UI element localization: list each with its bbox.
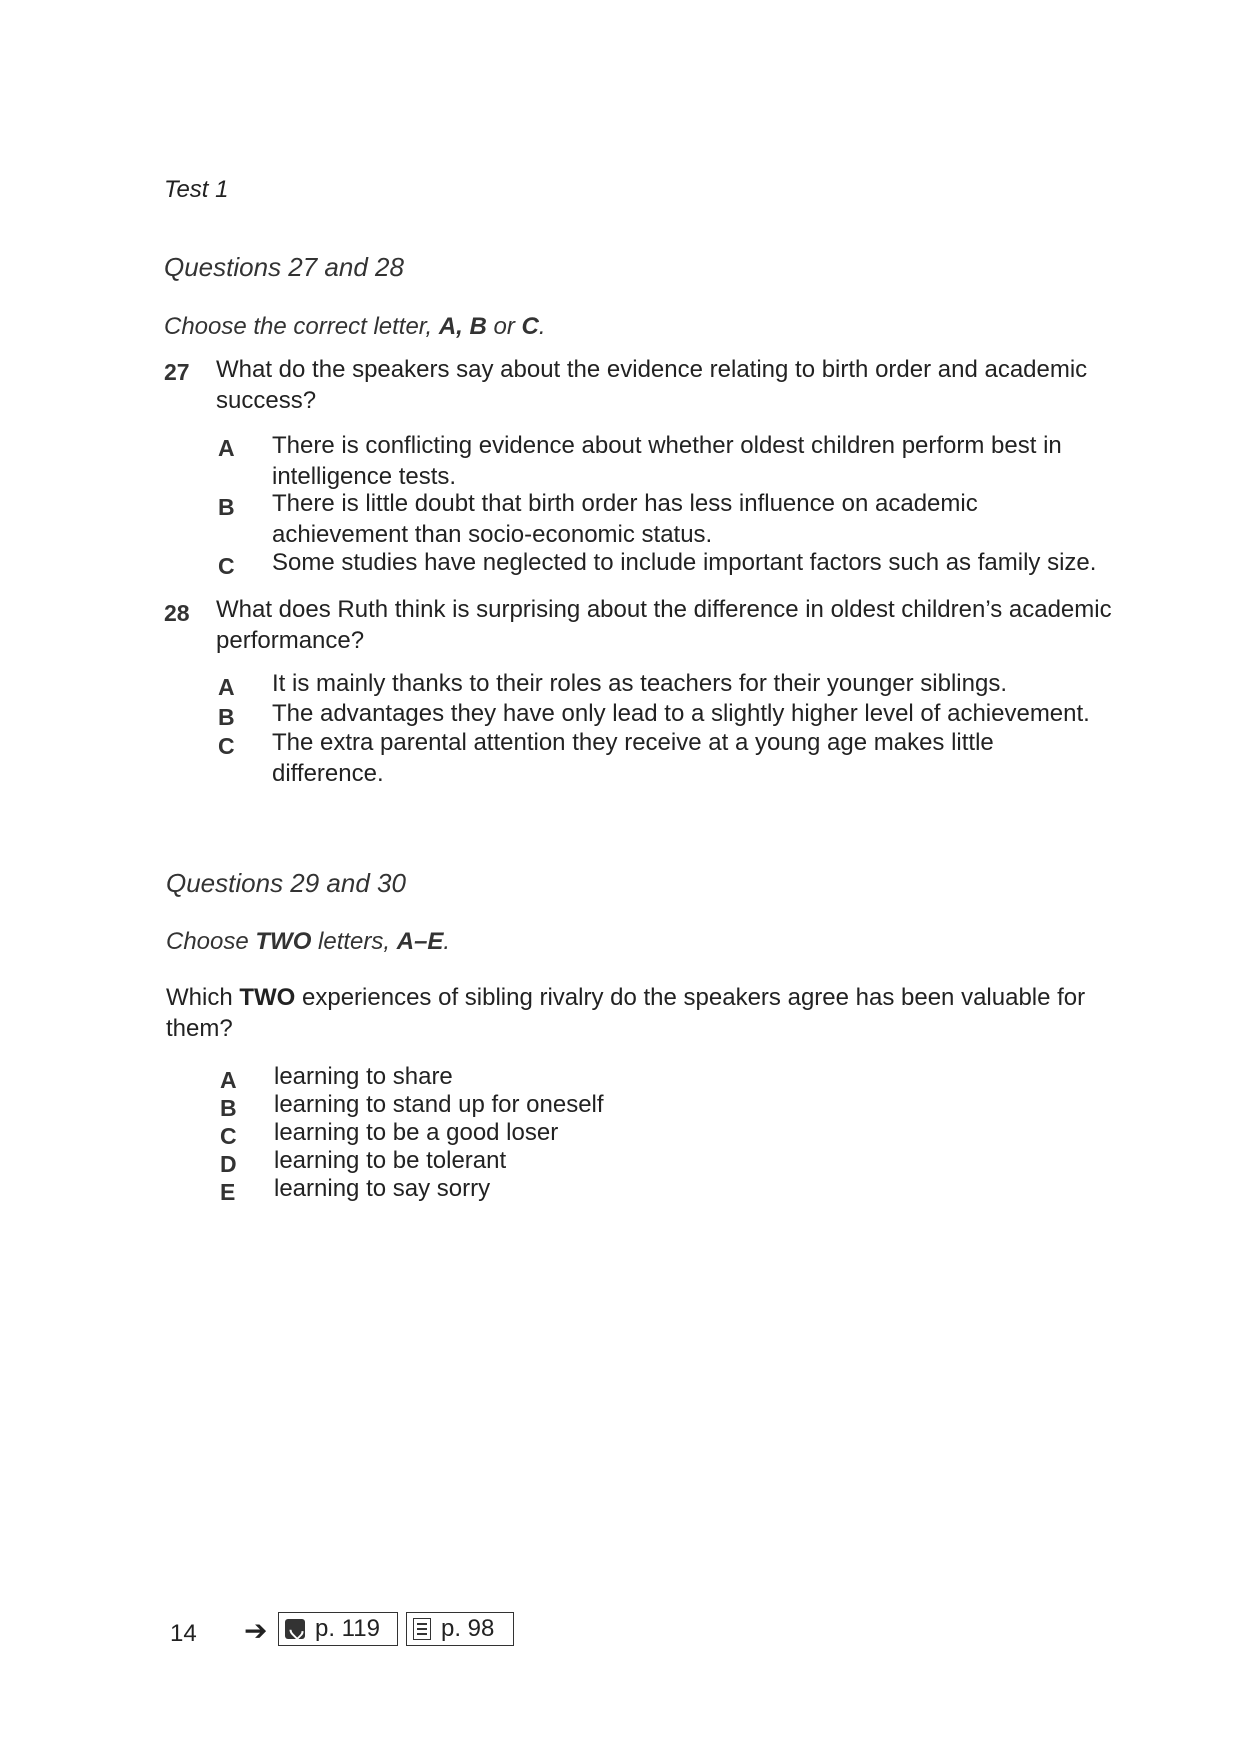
option-text: learning to be tolerant <box>274 1147 507 1174</box>
option-letter: A <box>220 1067 237 1093</box>
instruction-text: Choose <box>166 928 256 955</box>
option-letter: D <box>220 1151 237 1177</box>
option-letter: C <box>218 733 235 759</box>
option-text: Some studies have neglected to include important factors such as family size. <box>272 549 1097 576</box>
instruction-text: or <box>486 313 522 340</box>
option-text: The extra parental attention they receive at a young age makes little difference. <box>272 729 994 787</box>
instruction-text: . <box>538 313 546 340</box>
running-head: Test 1 <box>164 176 229 203</box>
script-reference <box>406 1612 514 1646</box>
audio-icon <box>285 1619 305 1639</box>
option-letter: B <box>218 704 235 730</box>
option-letter: E <box>220 1179 236 1205</box>
instruction-text: Choose the correct letter, <box>164 313 439 340</box>
stem-text: experiences of sibling rivalry do the speakers agree has been valuable for them? <box>166 984 1086 1042</box>
option-text: learning to share <box>274 1063 453 1090</box>
section-instruction-27-28 <box>164 313 546 341</box>
arrow-right-icon: ➔ <box>244 1615 268 1646</box>
section-instruction-29-30 <box>166 928 450 956</box>
instruction-letters: A, B <box>438 313 487 340</box>
option-text: learning to stand up for oneself <box>274 1091 604 1118</box>
option-letter: B <box>218 494 235 520</box>
instruction-letter: C <box>521 313 539 340</box>
question-stem-29-30 <box>166 982 1106 1044</box>
page-number: 14 <box>170 1620 197 1647</box>
transcript-icon <box>413 1618 431 1640</box>
audio-reference <box>278 1612 398 1646</box>
option-letter: C <box>218 553 235 579</box>
option-text: learning to say sorry <box>274 1175 491 1202</box>
question-text: What does Ruth think is surprising about the difference in oldest children’s academic performance? <box>216 596 1112 654</box>
option-text: There is conflicting evidence about whether oldest children perform best in intelligence tests. <box>272 432 1062 490</box>
option-letter: B <box>220 1095 237 1121</box>
option-text: It is mainly thanks to their roles as teachers for their younger siblings. <box>272 670 1007 697</box>
stem-bold: TWO <box>239 984 296 1011</box>
option-letter: A <box>218 674 235 700</box>
stem-text: Which <box>166 984 240 1011</box>
audio-reference-label: p. 119 <box>315 1615 380 1642</box>
question-number: 27 <box>164 359 190 385</box>
instruction-text: letters, <box>311 928 397 955</box>
option-letter: A <box>218 435 235 461</box>
option-text: The advantages they have only lead to a slightly higher level of achievement. <box>272 700 1090 727</box>
instruction-range: A–E <box>396 928 444 955</box>
script-reference-label: p. 98 <box>441 1615 495 1642</box>
instruction-text: . <box>443 928 451 955</box>
section-title-27-28: Questions 27 and 28 <box>164 252 404 282</box>
section-title-29-30: Questions 29 and 30 <box>166 868 406 898</box>
question-number: 28 <box>164 600 190 626</box>
option-text: learning to be a good loser <box>274 1119 559 1146</box>
instruction-bold: TWO <box>255 928 312 955</box>
question-text: What do the speakers say about the evidence relating to birth order and academic success? <box>216 356 1088 414</box>
option-text: There is little doubt that birth order has less influence on academic achievement than socio-economic status. <box>272 490 978 548</box>
option-letter: C <box>220 1123 237 1149</box>
